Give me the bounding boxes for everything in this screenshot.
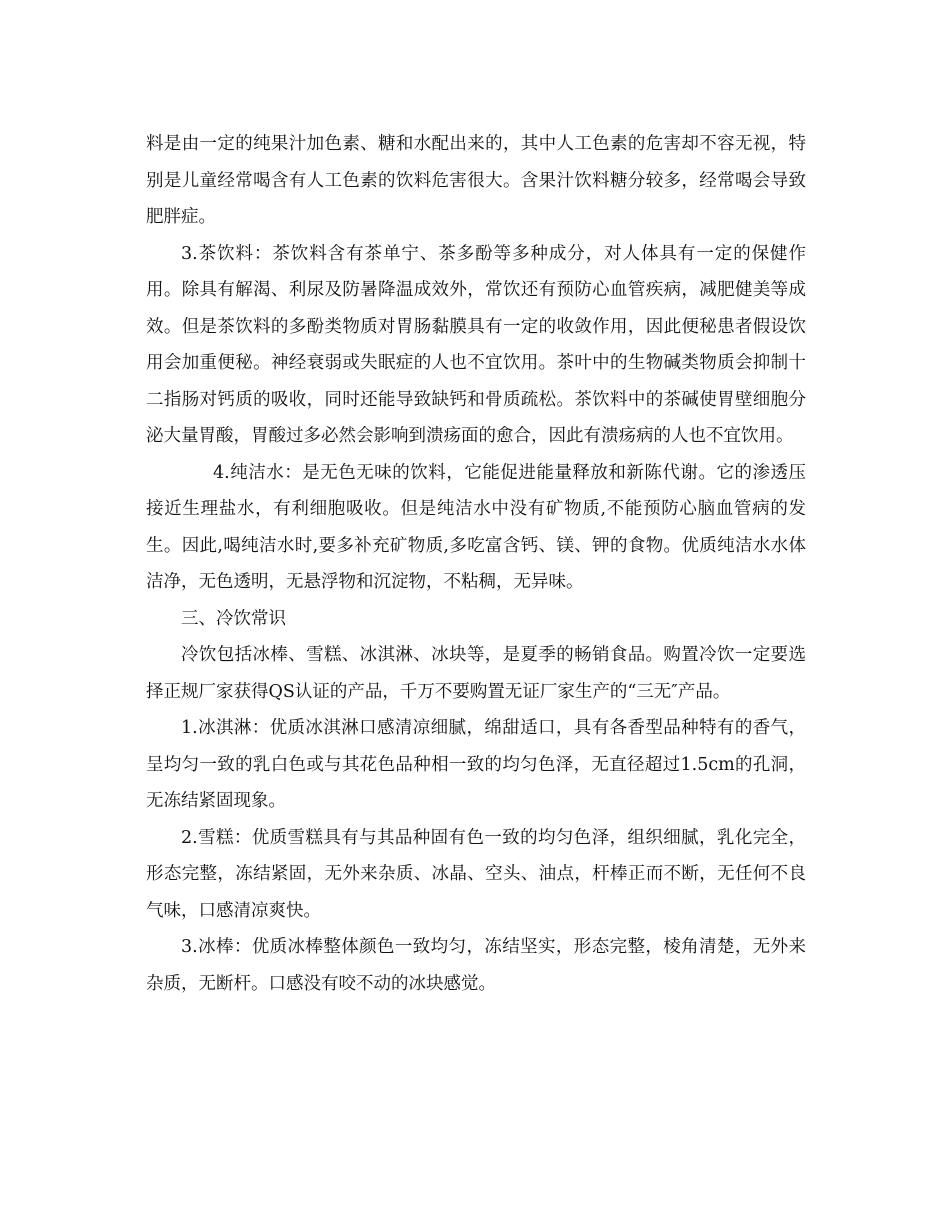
paragraph-cold-drinks-intro: 冷饮包括冰棒、雪糕、冰淇淋、冰块等，是夏季的畅销食品。购置冷饮一定要选择正规厂家获得QS认证的产品，千万不要购置无证厂家生产的“三无″产品。 <box>146 645 806 702</box>
paragraph-ice-bar: 2.雪糕：优质雪糕具有与其品种固有色一致的均匀色泽，组织细腻，乳化完全，形态完整，冻结紧固，无外来杂质、冰晶、空头、油点，杆棒正而不断，无任何不良气味，口感清凉爽快。 <box>146 827 806 921</box>
paragraph-pure-water: 4.纯洁水：是无色无味的饮料，它能促进能量释放和新陈代谢。它的渗透压接近生理盐水，有利细胞吸收。但是纯洁水中没有矿物质,不能预防心脑血管病的发生。因此,喝纯洁水时,要多补充矿物质,多吃富含钙、镁、钾的食物。优质纯洁水水体洁净，无色透明，无悬浮物和沉淀物，不粘稠，无异味。 <box>146 462 806 592</box>
paragraph-juice-continued: 料是由一定的纯果汁加色素、糖和水配出来的，其中人工色素的危害却不容无视，特别是儿童经常喝含有人工色素的饮料危害很大。含果汁饮料糖分较多，经常喝会导致肥胖症。 <box>146 134 806 227</box>
document-body <box>146 126 806 1002</box>
paragraph-tea-drinks: 3.茶饮料：茶饮料含有茶单宁、茶多酚等多种成分，对人体具有一定的保健作用。除具有解渴、利尿及防暑降温成效外，常饮还有预防心血管疾病，减肥健美等成效。但是茶饮料的多酚类物质对胃肠黏膜具有一定的收敛作用，因此便秘患者假设饮用会加重便秘。神经衰弱或失眠症的人也不宜饮用。茶叶中的生物碱类物质会抑制十二指肠对钙质的吸收，同时还能导致缺钙和骨质疏松。茶饮料中的茶碱使胃壁细胞分泌大量胃酸，胃酸过多必然会影响到溃疡面的愈合，因此有溃疡病的人也不宜饮用。 <box>146 243 806 446</box>
paragraph-ice-cream: 1.冰淇淋：优质冰淇淋口感清凉细腻，绵甜适口，具有各香型品种特有的香气，呈均匀一致的乳白色或与其花色品种相一致的均匀色泽，无直径超过1.5cm的孔洞，无冻结紧固现象。 <box>146 718 806 811</box>
paragraph-popsicle: 3.冰棒：优质冰棒整体颜色一致均匀，冻结坚实，形态完整，棱角清楚，无外来杂质，无断杆。口感没有咬不动的冰块感觉。 <box>146 937 806 994</box>
section-heading-cold-drinks: 三、冷饮常识 <box>181 608 286 629</box>
